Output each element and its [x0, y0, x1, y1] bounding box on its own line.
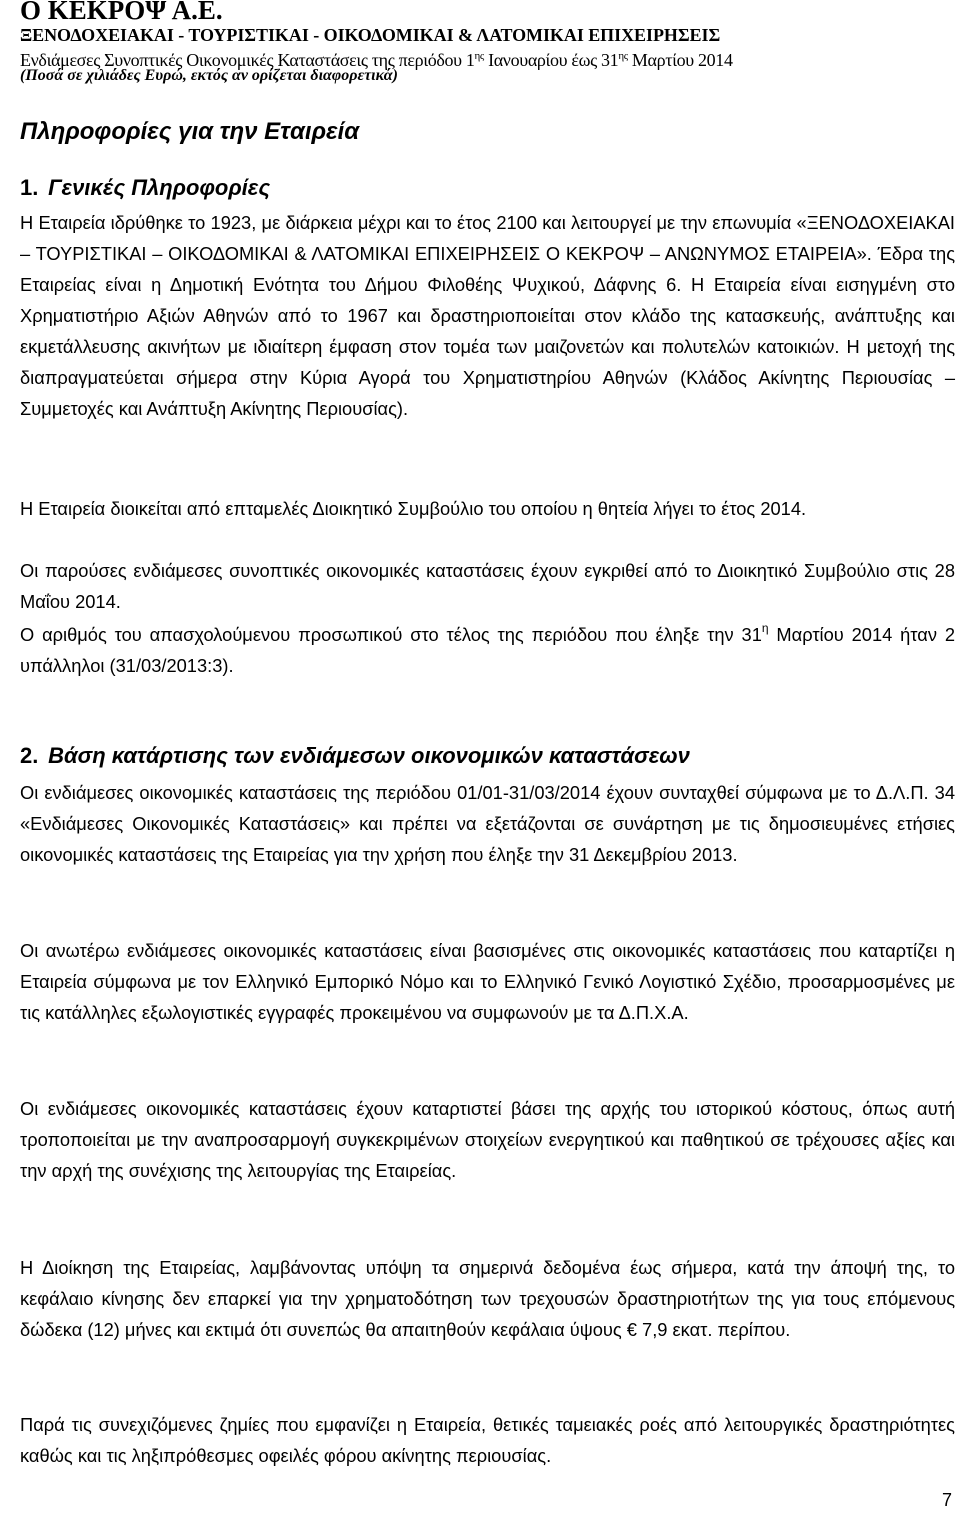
section-2-paragraph-4: Η Διοίκηση της Εταιρείας, λαμβάνοντας υπόψη τα σημερινά δεδομένα έως σήμερα, κατά την άποψή της, το κεφάλαιο κίνησης δεν επαρκεί για την χρηματοδότηση των τρεχουσών δραστηριοτήτων της για τους επόμενους δώδεκα (12) μήνες και εκτιμά ότι συνεπώς θα απαιτηθούν κεφάλαια ύψους € 7,9 εκατ. περίπου.: [20, 1257, 955, 1340]
company-name: Ο ΚΕΚΡΟΨ Α.Ε.: [20, 0, 223, 25]
section-1-paragraph-4: Ο αριθμός του απασχολούμενου προσωπικού στο τέλος της περιόδου που έληξε την $31^\eta$ Μαρτίου 2014 ήταν 2 υπάλληλοι (31/03/2013:3).: [20, 621, 955, 676]
amounts-note: (Ποσά σε χιλιάδες Ευρώ, εκτός αν ορίζεται διαφορετικά): [20, 67, 398, 84]
page-number: 7: [942, 1490, 953, 1510]
page-title: Πληροφορίες για την Εταιρεία: [20, 118, 360, 145]
section-2-paragraph-2: Οι ανωτέρω ενδιάμεσες οικονομικές καταστάσεις είναι βασισμένες στις οικονομικές καταστάσεις που καταρτίζει η Εταιρεία σύμφωνα με τον Ελληνικό Εμπορικό Νόμο και το Ελληνικό Γενικό Λογιστικό Σχέδιο, προσαρμοσμένες με τις κατάλληλες εξωλογιστικές εγγραφές προκειμένου να συμφωνούν με τα Δ.Π.Χ.Α.: [20, 940, 955, 1023]
section-1-number: 1.: [20, 175, 39, 200]
section-1-paragraph-1: Η Εταιρεία ιδρύθηκε το 1923, με διάρκεια μέχρι και το έτος 2100 και λειτουργεί με την επωνυμία «ΞΕΝΟΔΟΧΕΙΑΚΑΙ – ΤΟΥΡΙΣΤΙΚΑΙ – ΟΙΚΟΔΟΜΙΚΑΙ & ΛΑΤΟΜΙΚΑΙ ΕΠΙΧΕΙΡΗΣΕΙΣ Ο ΚΕΚΡΟΨ – ΑΝΩΝΥΜΟΣ ΕΤΑΙΡΕΙΑ». Έδρα της Εταιρείας είναι η Δημοτική Ενότητα του Δήμου Φιλοθέης Ψυχικού, Δάφνης 6. Η Εταιρεία είναι εισηγμένη στο Χρηματιστήριο Αξιών Αθηνών από το 1967 και δραστηριοποιείται στον κλάδο της κατασκευής, ανάπτυξης και εκμετάλλευσης ακινήτων με ιδιαίτερη έμφαση στον τομέα των μαιζονετών και πολυτελών κατοικιών. Η μετοχή της διαπραγματεύεται σήμερα στην Κύρια Αγορά του Χρηματιστηρίου Αθηνών (Κλάδος Ακίνητης Περιουσίας – Συμμετοχές και Ανάπτυξη Ακίνητης Περιουσίας).: [20, 212, 955, 419]
section-1-paragraph-2: Η Εταιρεία διοικείται από επταμελές Διοικητικό Συμβούλιο του οποίου η θητεία λήγει το έτος 2014.: [20, 498, 807, 519]
section-1-paragraph-3: Οι παρούσες ενδιάμεσες συνοπτικές οικονομικές καταστάσεις έχουν εγκριθεί από το Διοικητικό Συμβούλιο στις 28 Μαΐου 2014.: [20, 560, 955, 612]
section-2-paragraph-1: Οι ενδιάμεσες οικονομικές καταστάσεις της περιόδου 01/01-31/03/2014 έχουν συνταχθεί σύμφωνα με το Δ.Λ.Π. 34 «Ενδιάμεσες Οικονομικές Καταστάσεις» και πρέπει να εξετάζονται σε συνάρτηση με τις δημοσιευμένες ετήσιες οικονομικές καταστάσεις της Εταιρείας για την χρήση που έληξε την 31 Δεκεμβρίου 2013.: [20, 782, 955, 865]
statements-period: Ενδιάμεσες Συνοπτικές Οικονομικές Καταστάσεις της περιόδου $1^{\eta\varsigma}$ Ιανουαρίου έως $31^{\eta\varsigma}$ Μαρτίου 2014: [20, 50, 733, 70]
section-2-paragraph-5: Παρά τις συνεχιζόμενες ζημίες που εμφανίζει η Εταιρεία, θετικές ταμειακές ροές από λειτουργικές δραστηριότητες καθώς και τις ληξιπρόθεσμες οφειλές φόρου ακίνητης περιουσίας.: [20, 1414, 955, 1466]
section-2-number: 2.: [20, 743, 39, 768]
section-2-heading: 2. Βάση κατάρτισης των ενδιάμεσων οικονομικών καταστάσεων: [20, 743, 690, 768]
section-2-paragraph-3: Οι ενδιάμεσες οικονομικές καταστάσεις έχουν καταρτιστεί βάσει της αρχής του ιστορικού κόστους, όπως αυτή τροποποιείται με την αναπροσαρμογή συγκεκριμένων στοιχείων ενεργητικού και παθητικού σε τρέχουσες αξίες και την αρχή της συνέχισης της λειτουργίας της Εταιρείας.: [20, 1098, 955, 1181]
section-1-heading: 1. Γενικές Πληροφορίες: [20, 175, 271, 200]
company-activity: ΞΕΝΟΔΟΧΕΙΑΚΑΙ - ΤΟΥΡΙΣΤΙΚΑΙ - ΟΙΚΟΔΟΜΙΚΑΙ & ΛΑΤΟΜΙΚΑΙ ΕΠΙΧΕΙΡΗΣΕΙΣ: [20, 25, 721, 45]
